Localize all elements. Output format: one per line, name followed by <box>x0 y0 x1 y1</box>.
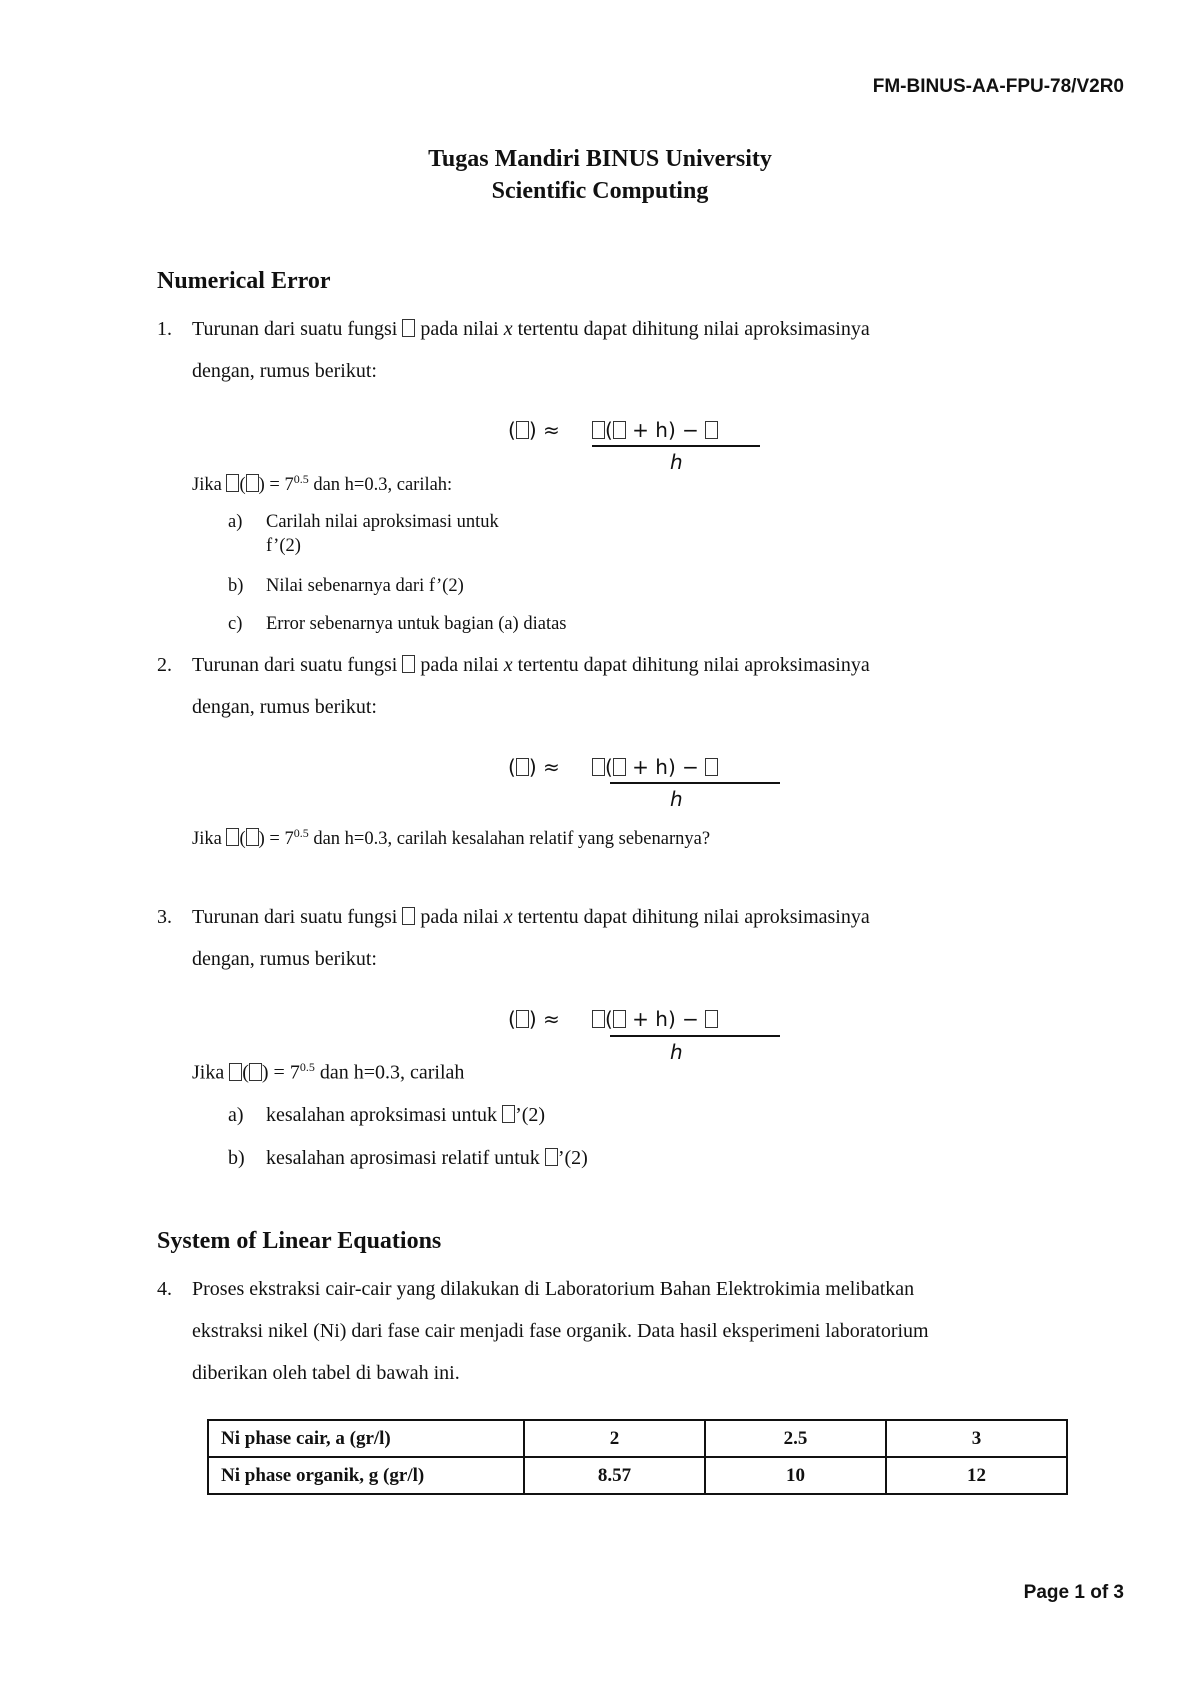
table-cell: 10 <box>705 1457 886 1494</box>
section-heading-linear-equations: System of Linear Equations <box>157 1228 442 1254</box>
question-line: ekstraksi nikel (Ni) dari fase cair menjadi fase organik. Data hasil eksperimeni laboratorium <box>192 1320 929 1342</box>
formula-lhs: ( ) ≈ <box>508 1007 560 1031</box>
formula-denominator: h <box>670 787 683 811</box>
question-number: 3. <box>157 906 172 928</box>
sub-item-text: kesalahan aproksimasi untuk ’(2) <box>266 1104 546 1126</box>
document-code: FM-BINUS-AA-FPU-78/V2R0 <box>872 76 1124 97</box>
table-row <box>208 1420 1067 1457</box>
question-number: 4. <box>157 1278 172 1300</box>
sub-item-label: b) <box>228 1147 245 1169</box>
formula-denominator: h <box>670 1040 683 1064</box>
sub-item-text: Carilah nilai aproksimasi untuk <box>266 512 499 532</box>
data-table <box>207 1419 1068 1495</box>
table-cell: 2.5 <box>705 1420 886 1457</box>
row-header: Ni phase cair, a (gr/l) <box>208 1420 524 1457</box>
table-cell: 12 <box>886 1457 1067 1494</box>
given-condition: Jika ( ) = $7^{0.5}$ dan h=0.3, carilah <box>192 1060 465 1084</box>
table-cell: 3 <box>886 1420 1067 1457</box>
question-line: Turunan dari suatu fungsi pada nilai x tertentu dapat dihitung nilai aproksimasinya <box>192 654 870 676</box>
sub-item-label: a) <box>228 512 243 532</box>
given-condition: Jika ( ) = $7^{0.5}$ dan h=0.3, carilah kesalahan relatif yang sebenarnya? <box>192 826 711 850</box>
question-line: diberikan oleh tabel di bawah ini. <box>192 1362 460 1384</box>
question-line: Turunan dari suatu fungsi pada nilai x tertentu dapat dihitung nilai aproksimasinya <box>192 906 870 928</box>
question-line: dengan, rumus berikut: <box>192 696 377 718</box>
table-row <box>208 1457 1067 1494</box>
fraction-bar <box>592 445 760 447</box>
formula-lhs: ( ) ≈ <box>508 418 560 442</box>
question-line: dengan, rumus berikut: <box>192 948 377 970</box>
formula-numerator: ( + h) − <box>592 1007 718 1031</box>
fraction-bar <box>610 782 780 784</box>
table-cell: 8.57 <box>524 1457 705 1494</box>
formula-denominator: h <box>670 450 683 474</box>
row-header: Ni phase organik, g (gr/l) <box>208 1457 524 1494</box>
sub-item-text: f’(2) <box>266 536 301 556</box>
formula-numerator: ( + h) − <box>592 418 718 442</box>
document-subtitle: Scientific Computing <box>491 178 709 204</box>
question-line: Proses ekstraksi cair-cair yang dilakukan di Laboratorium Bahan Elektrokimia melibatkan <box>192 1278 915 1300</box>
question-line: Turunan dari suatu fungsi pada nilai x tertentu dapat dihitung nilai aproksimasinya <box>192 318 870 340</box>
document-title: Tugas Mandiri BINUS University <box>428 146 772 172</box>
table-cell: 2 <box>524 1420 705 1457</box>
sub-item-text: kesalahan aprosimasi relatif untuk ’(2) <box>266 1147 588 1169</box>
sub-item-label: a) <box>228 1104 244 1126</box>
formula-numerator: ( + h) − <box>592 755 718 779</box>
question-number: 2. <box>157 654 172 676</box>
page-number: Page 1 of 3 <box>1023 1582 1124 1603</box>
sub-item-text: Nilai sebenarnya dari f’(2) <box>266 576 464 596</box>
question-number: 1. <box>157 318 172 340</box>
sub-item-text: Error sebenarnya untuk bagian (a) diatas <box>266 614 567 634</box>
section-heading-numerical-error: Numerical Error <box>157 268 331 294</box>
sub-item-label: b) <box>228 576 244 596</box>
fraction-bar <box>610 1035 780 1037</box>
sub-item-label: c) <box>228 614 243 634</box>
question-line: dengan, rumus berikut: <box>192 360 377 382</box>
given-condition: Jika ( ) = $7^{0.5}$ dan h=0.3, carilah: <box>192 472 453 496</box>
formula-lhs: ( ) ≈ <box>508 755 560 779</box>
missing-glyph <box>402 319 415 337</box>
